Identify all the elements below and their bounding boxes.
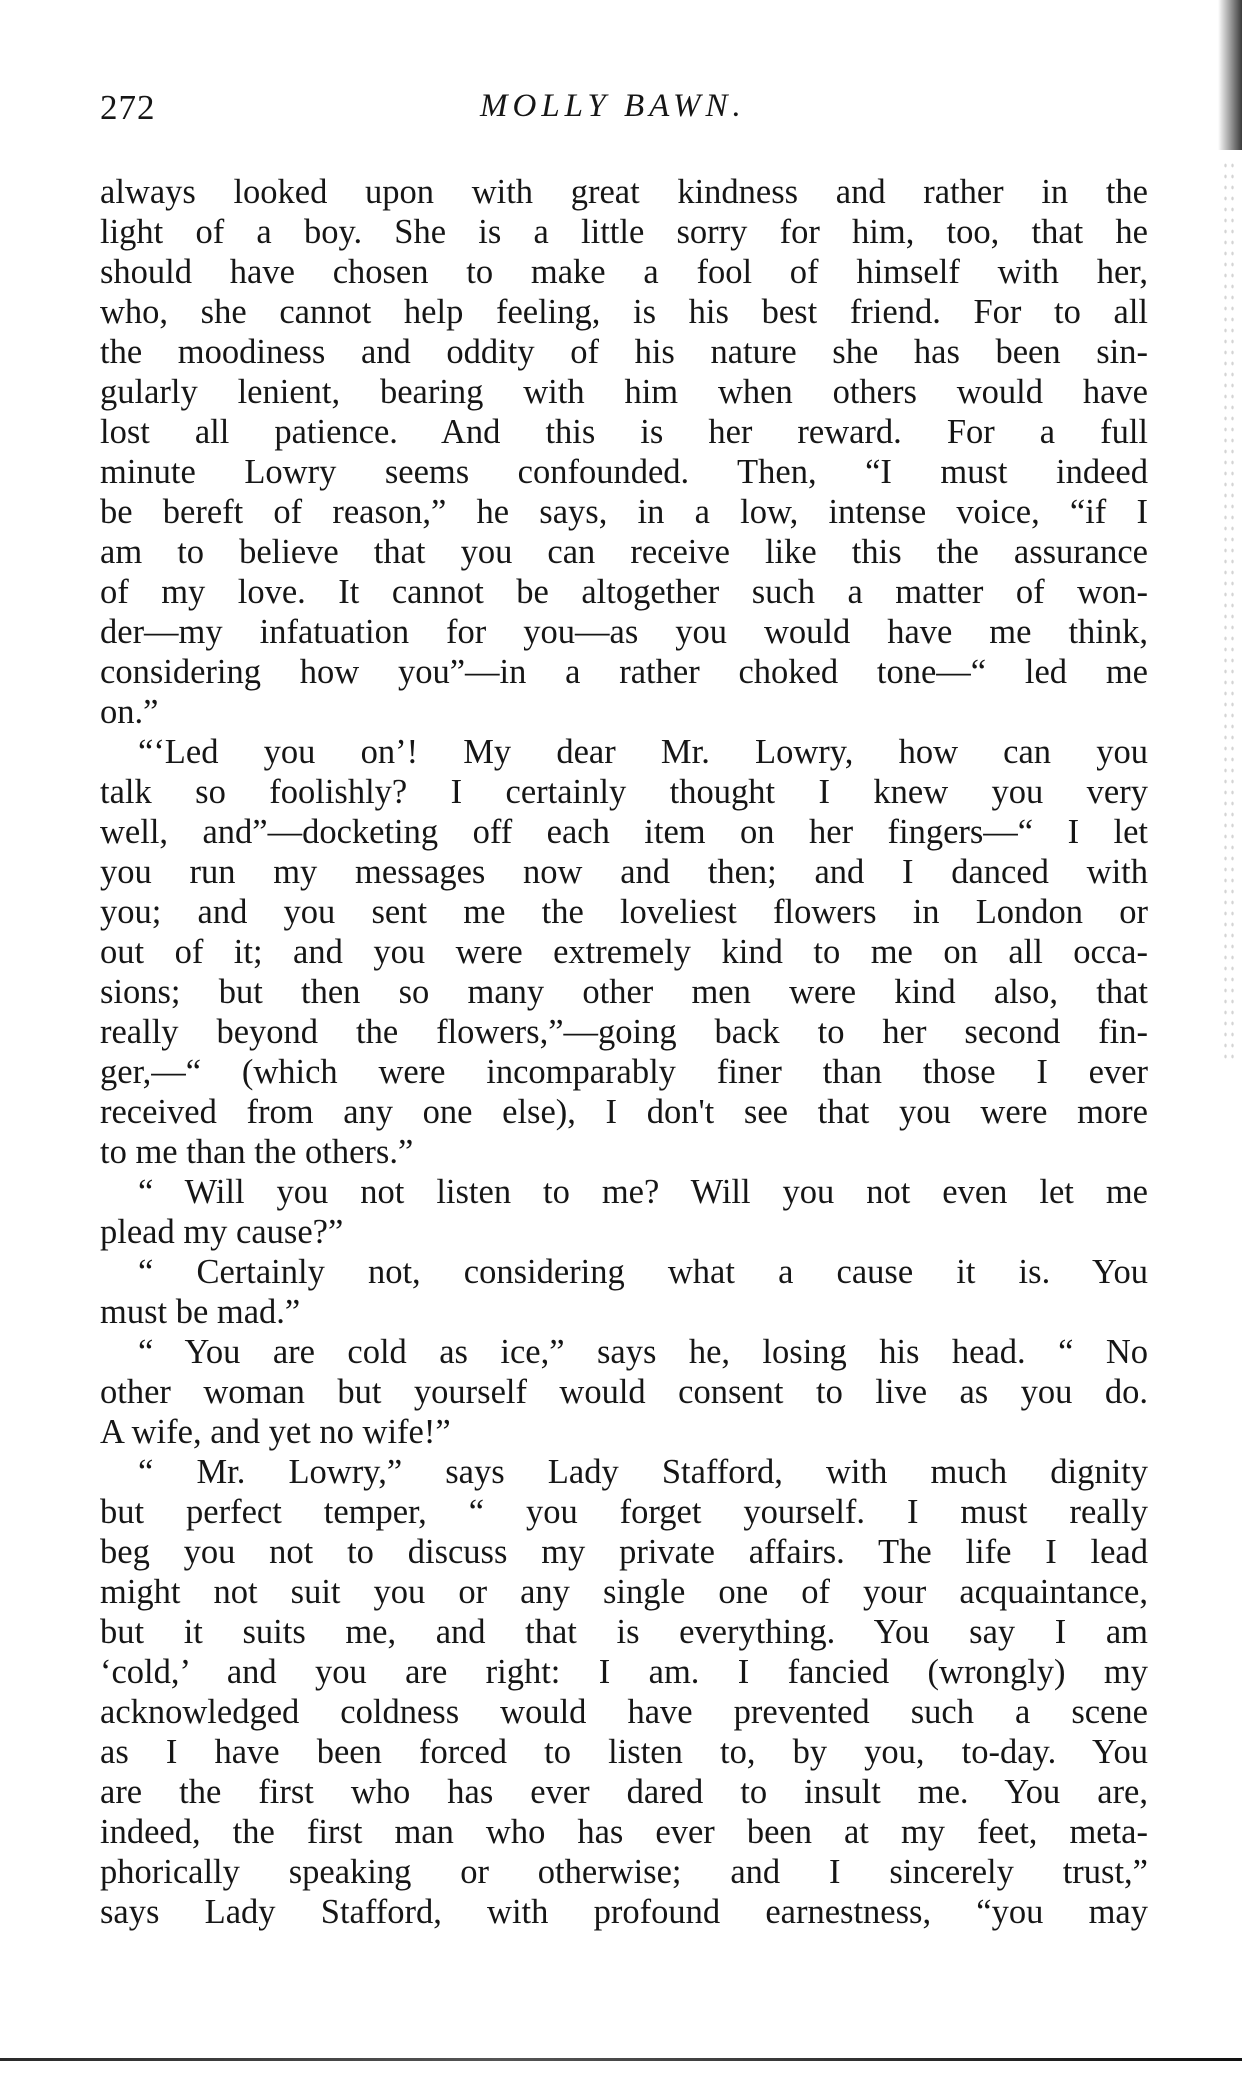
text-line: indeed, the first man who has ever been at my feet, meta- — [100, 1813, 1148, 1851]
text-line: sions; but then so many other men were kind also, that — [100, 973, 1148, 1011]
text-line: received from any one else), I don't see that you were more — [100, 1093, 1148, 1131]
page-edge-speckle — [1222, 160, 1236, 1060]
text-line: “ Mr. Lowry,” says Lady Stafford, with much dignity — [138, 1453, 1148, 1491]
text-line: am to believe that you can receive like this the assurance — [100, 533, 1148, 571]
text-line: of my love. It cannot be altogether such a matter of won- — [100, 573, 1148, 611]
text-line: A wife, and yet no wife!” — [100, 1413, 451, 1451]
text-line: gularly lenient, bearing with him when others would have — [100, 373, 1148, 411]
text-line: but it suits me, and that is everything. You say I am — [100, 1613, 1148, 1651]
text-line: beg you not to discuss my private affairs. The life I lead — [100, 1533, 1148, 1571]
text-line: be bereft of reason,” he says, in a low, intense voice, “if I — [100, 493, 1148, 531]
running-title: MOLLY BAWN. — [480, 88, 746, 124]
body-text — [100, 172, 1148, 1932]
bottom-rule — [0, 2058, 1242, 2061]
page-edge-shadow — [1218, 0, 1242, 150]
text-line: really beyond the flowers,”—going back to her second fin- — [100, 1013, 1148, 1051]
text-line: “ You are cold as ice,” says he, losing his head. “ No — [138, 1333, 1148, 1371]
text-line: should have chosen to make a fool of himself with her, — [100, 253, 1148, 291]
text-line: to me than the others.” — [100, 1133, 414, 1171]
text-line: well, and”—docketing off each item on her fingers—“ I let — [100, 813, 1148, 851]
text-line: might not suit you or any single one of your acquaintance, — [100, 1573, 1148, 1611]
text-line: minute Lowry seems confounded. Then, “I must indeed — [100, 453, 1148, 491]
text-line: acknowledged coldness would have prevented such a scene — [100, 1693, 1148, 1731]
text-line: other woman but yourself would consent to live as you do. — [100, 1373, 1148, 1411]
text-line: always looked upon with great kindness and rather in the — [100, 173, 1148, 211]
text-line: but perfect temper, “ you forget yourself. I must really — [100, 1493, 1148, 1531]
text-line: as I have been forced to listen to, by you, to-day. You — [100, 1733, 1148, 1771]
text-line: are the first who has ever dared to insult me. You are, — [100, 1773, 1148, 1811]
text-line: talk so foolishly? I certainly thought I knew you very — [100, 773, 1148, 811]
page-header — [100, 88, 1150, 138]
text-line: says Lady Stafford, with profound earnestness, “you may — [100, 1893, 1148, 1931]
text-line: phorically speaking or otherwise; and I sincerely trust,” — [100, 1853, 1148, 1891]
text-line: “ Will you not listen to me? Will you not even let me — [138, 1173, 1148, 1211]
text-line: the moodiness and oddity of his nature she has been sin- — [100, 333, 1148, 371]
text-line: ‘cold,’ and you are right: I am. I fancied (wrongly) my — [100, 1653, 1148, 1691]
text-line: ger,—“ (which were incomparably finer than those I ever — [100, 1053, 1148, 1091]
text-line: must be mad.” — [100, 1293, 301, 1331]
text-line: plead my cause?” — [100, 1213, 344, 1251]
text-line: lost all patience. And this is her reward. For a full — [100, 413, 1148, 451]
text-line: light of a boy. She is a little sorry for him, too, that he — [100, 213, 1148, 251]
page-number: 272 — [100, 88, 156, 127]
text-line: der—my infatuation for you—as you would have me think, — [100, 613, 1148, 651]
text-line: you run my messages now and then; and I danced with — [100, 853, 1148, 891]
text-line: on.” — [100, 693, 159, 731]
text-line: out of it; and you were extremely kind to me on all occa- — [100, 933, 1148, 971]
text-line: “ Certainly not, considering what a cause it is. You — [138, 1253, 1148, 1291]
text-line: “‘Led you on’! My dear Mr. Lowry, how can you — [138, 733, 1148, 771]
text-line: considering how you”—in a rather choked tone—“ led me — [100, 653, 1148, 691]
text-line: you; and you sent me the loveliest flowers in London or — [100, 893, 1148, 931]
text-line: who, she cannot help feeling, is his best friend. For to all — [100, 293, 1148, 331]
